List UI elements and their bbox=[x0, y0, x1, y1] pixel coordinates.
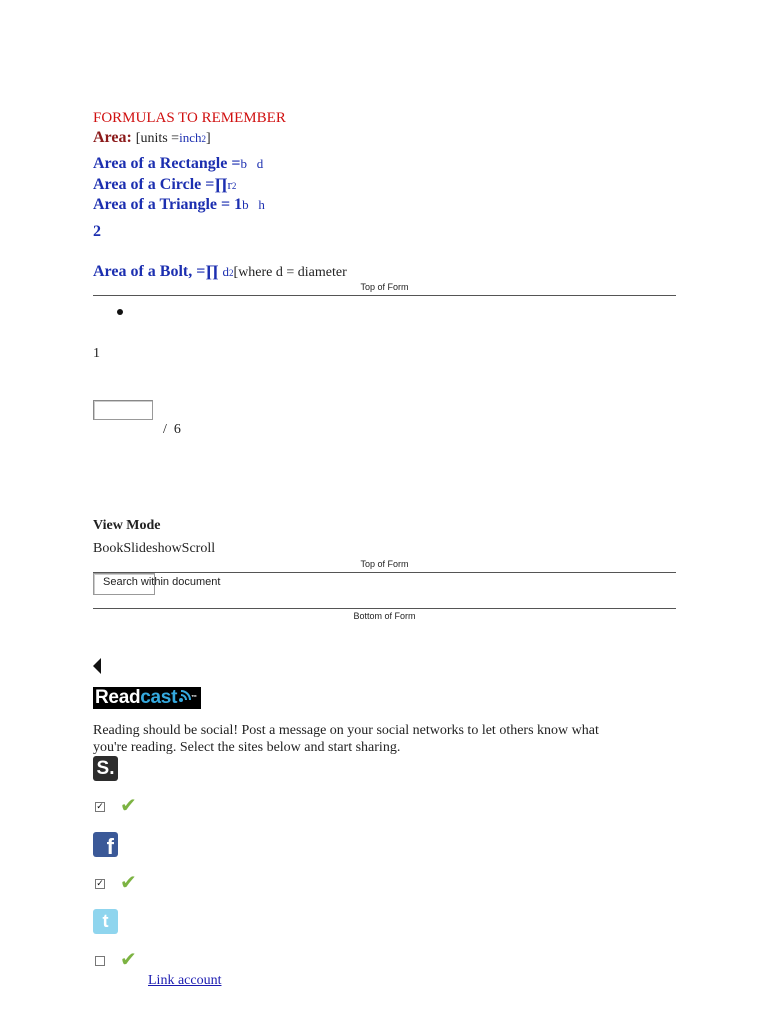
bolt-note: [where d = diameter bbox=[233, 265, 347, 280]
search-input[interactable]: Search within document bbox=[93, 573, 155, 595]
area-label: Area: bbox=[93, 129, 132, 146]
units-prefix: [units = bbox=[135, 131, 180, 146]
circle-exponent: 2 bbox=[231, 181, 237, 191]
units-exponent: 2 bbox=[201, 134, 206, 144]
link-account-link[interactable]: Link account bbox=[148, 973, 222, 988]
twitter-icon: t bbox=[93, 909, 118, 934]
units-value: inch bbox=[179, 130, 202, 145]
readcast-logo-tm: ™ bbox=[191, 695, 197, 701]
triangle-denominator: 2 bbox=[93, 223, 101, 240]
pi-symbol: ∏ bbox=[214, 176, 228, 193]
readcast-logo bbox=[93, 687, 201, 709]
search-top-of-form-label: Top of Form bbox=[360, 559, 409, 569]
area-units-line bbox=[93, 129, 211, 147]
bolt-d: d bbox=[222, 264, 230, 279]
list-bullet bbox=[117, 309, 123, 315]
units-suffix: ] bbox=[205, 131, 211, 146]
twitter-check-mark-icon: ✔ bbox=[120, 947, 137, 971]
bolt-label: Area of a Bolt, = bbox=[93, 263, 206, 280]
scribd-icon: S. bbox=[93, 756, 118, 781]
search-form-top-divider bbox=[93, 572, 676, 573]
page-number-text: 1 bbox=[93, 346, 100, 361]
triangle-label: Area of a Triangle = 1 bbox=[93, 196, 243, 213]
view-mode-options[interactable]: BookSlideshowScroll bbox=[93, 541, 216, 556]
facebook-icon: f bbox=[93, 832, 118, 857]
facebook-checkbox[interactable]: ✓ bbox=[96, 879, 104, 889]
bolt-exponent: 2 bbox=[229, 268, 234, 278]
twitter-checkbox[interactable] bbox=[95, 956, 105, 966]
readcast-message-line1: Reading should be social! Post a message on your social networks to let others know what bbox=[93, 723, 599, 738]
rectangle-label: Area of a Rectangle = bbox=[93, 155, 241, 172]
formulas-heading: FORMULAS TO REMEMBER bbox=[93, 110, 286, 126]
readcast-logo-cast: cast bbox=[140, 687, 178, 708]
circle-formula bbox=[93, 176, 236, 194]
scribd-check-mark-icon: ✔ bbox=[120, 793, 137, 817]
bottom-of-form-label: Bottom of Form bbox=[353, 611, 416, 621]
rectangle-formula bbox=[93, 155, 263, 173]
scribd-checkbox[interactable]: ✓ bbox=[96, 802, 104, 812]
triangle-formula bbox=[93, 196, 265, 214]
triangle-formula-text: b h bbox=[242, 197, 265, 212]
circle-label: Area of a Circle = bbox=[93, 176, 215, 193]
search-form-bottom-divider bbox=[93, 608, 676, 609]
bolt-formula bbox=[93, 263, 347, 281]
bolt-pi-symbol: ∏ bbox=[205, 263, 219, 280]
page-total: / 6 bbox=[163, 422, 181, 437]
page-number-input[interactable] bbox=[93, 400, 153, 420]
rectangle-formula-text: b d bbox=[240, 156, 264, 171]
readcast-logo-read: Read bbox=[95, 687, 141, 708]
top-of-form-label: Top of Form bbox=[360, 282, 409, 292]
view-mode-label: View Mode bbox=[93, 518, 161, 533]
facebook-check-mark-icon: ✔ bbox=[120, 870, 137, 894]
readcast-message bbox=[93, 722, 693, 756]
readcast-message-line2: you're reading. Select the sites below and start sharing. bbox=[93, 740, 401, 755]
back-arrow-icon[interactable] bbox=[93, 658, 102, 674]
form-divider bbox=[93, 295, 676, 296]
circle-r: r bbox=[227, 177, 232, 192]
broadcast-icon bbox=[177, 690, 191, 704]
